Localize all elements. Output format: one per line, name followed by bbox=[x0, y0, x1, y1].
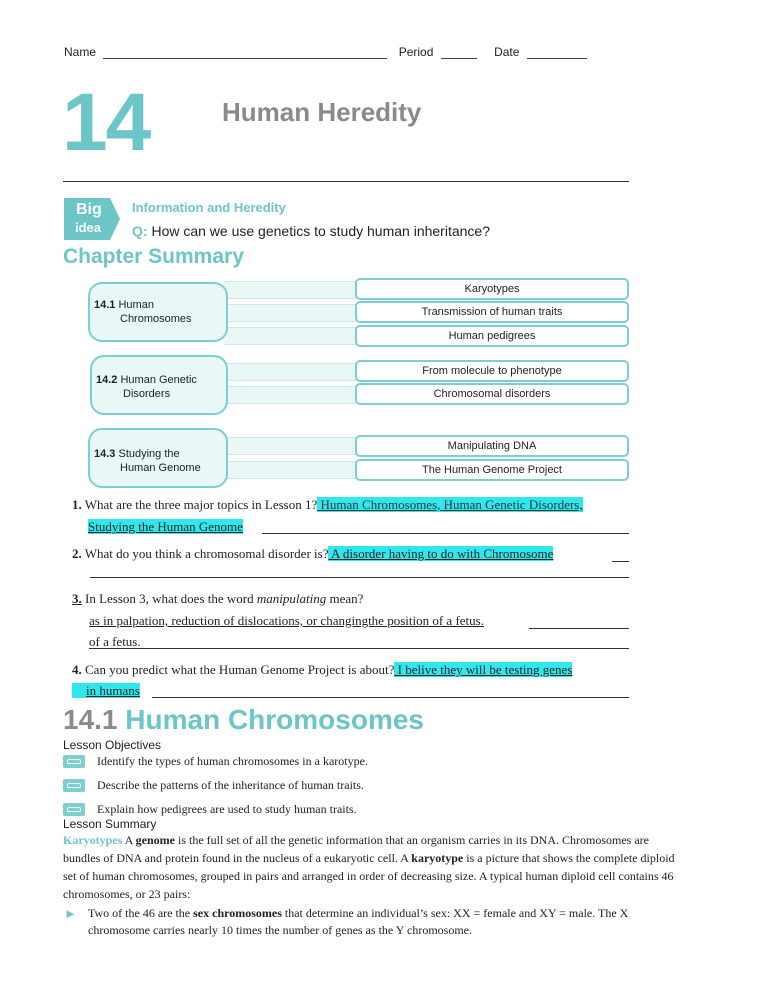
connector-band bbox=[224, 363, 356, 381]
topic-pill: Human pedigrees bbox=[355, 325, 629, 347]
big-idea-title: Information and Heredity bbox=[132, 200, 286, 215]
section-title-line1: Human bbox=[118, 299, 154, 311]
connector-band bbox=[224, 327, 356, 345]
para-text: is the full set of all the genetic information that an organism carries in its DNA. Chromosomes are bundles of DNA and protein found in the nucleus of a eukaryotic cell. A bbox=[63, 833, 649, 865]
key-icon bbox=[63, 779, 85, 792]
chapter-number: 14 bbox=[62, 77, 150, 168]
topic-pill: The Human Genome Project bbox=[355, 459, 629, 481]
question-2 bbox=[72, 546, 553, 562]
bullet-text: Two of the 46 are the bbox=[88, 906, 194, 920]
objective-item: Describe the patterns of the inheritance of human traits. bbox=[97, 778, 364, 792]
question-number: 4. bbox=[72, 662, 82, 677]
key-icon bbox=[63, 755, 85, 768]
lesson-title: Human Chromosomes bbox=[125, 704, 424, 735]
question-4 bbox=[72, 662, 572, 678]
answer-rule bbox=[89, 648, 629, 649]
sex-chromosomes-term: sex chromosomes bbox=[193, 906, 282, 920]
lesson-number: 14.1 bbox=[63, 704, 118, 735]
summary-heading: Lesson Summary bbox=[63, 817, 157, 831]
question-text: What do you think a chromosomal disorder is? bbox=[84, 546, 329, 561]
question-number: 1. bbox=[72, 497, 82, 512]
badge-line2: idea bbox=[75, 220, 102, 235]
question-text: How can we use genetics to study human inheritance? bbox=[151, 223, 490, 239]
section-title-line2: Chromosomes bbox=[120, 313, 192, 325]
section-title-line2: Disorders bbox=[123, 388, 171, 400]
question-text-end: mean? bbox=[326, 591, 364, 606]
answer-line-4b bbox=[72, 683, 140, 699]
section-title-line1: Human Genetic bbox=[120, 374, 197, 386]
answer-rule bbox=[262, 533, 629, 534]
connector-band bbox=[224, 386, 356, 404]
chapter-summary-heading: Chapter Summary bbox=[63, 245, 244, 268]
answer-rule bbox=[612, 561, 629, 562]
connector-band bbox=[224, 281, 356, 299]
question-italic-word: manipulating bbox=[256, 591, 327, 606]
key-icon bbox=[63, 803, 85, 816]
title-rule bbox=[63, 181, 629, 182]
answer-text[interactable]: of a fetus. bbox=[89, 634, 141, 649]
summary-paragraph bbox=[63, 831, 689, 903]
topic-pill: Chromosomal disorders bbox=[355, 383, 629, 405]
answer-text[interactable]: as in palpation, reduction of dislocations, or changingthe position of a fetus. bbox=[89, 613, 484, 628]
topic-pill: Manipulating DNA bbox=[355, 435, 629, 457]
topic-pill: Karyotypes bbox=[355, 278, 629, 300]
section-number: 14.3 bbox=[94, 448, 116, 460]
objective-item: Explain how pedigrees are used to study human traits. bbox=[97, 802, 357, 816]
period-label: Period bbox=[398, 45, 434, 59]
karyotype-term: karyotype bbox=[411, 851, 464, 865]
topic-pill: Transmission of human traits bbox=[355, 301, 629, 323]
section-box-14-2 bbox=[90, 355, 228, 415]
answer-text[interactable]: A disorder having to do with Chromosome bbox=[328, 546, 554, 561]
genome-term: genome bbox=[135, 833, 175, 847]
question-number: 3. bbox=[72, 591, 82, 606]
answer-rule bbox=[152, 697, 629, 698]
answer-text[interactable]: in humans bbox=[72, 683, 140, 698]
question-3 bbox=[72, 591, 363, 607]
big-idea-question bbox=[132, 223, 490, 239]
section-box-14-1 bbox=[88, 282, 228, 342]
header-row bbox=[64, 44, 684, 59]
answer-text[interactable]: Studying the Human Genome bbox=[88, 519, 243, 534]
bullet-text: that determine an individual’s sex: XX = female and XY = male. The X chromosome carries nearly 10 times the number of genes as the Y chromosome. bbox=[88, 906, 629, 937]
para-text: A bbox=[122, 833, 136, 847]
name-field[interactable] bbox=[103, 44, 387, 59]
badge-line1: Big bbox=[76, 201, 102, 218]
question-text: What are the three major topics in Lesson 1? bbox=[84, 497, 318, 512]
question-text: Can you predict what the Human Genome Project is about? bbox=[85, 662, 395, 677]
connector-band bbox=[224, 461, 356, 479]
date-label: Date bbox=[494, 45, 520, 59]
question-number: 2. bbox=[72, 546, 82, 561]
section-number: 14.1 bbox=[94, 299, 116, 311]
question-text: In Lesson 3, what does the word bbox=[81, 591, 257, 606]
objective-item: Identify the types of human chromosomes in a karotype. bbox=[97, 754, 368, 768]
section-title-line1: Studying the bbox=[118, 448, 180, 460]
chapter-title: Human Heredity bbox=[222, 97, 422, 127]
period-field[interactable] bbox=[441, 44, 477, 59]
big-idea-badge bbox=[64, 198, 120, 240]
answer-rule bbox=[90, 577, 629, 578]
date-field[interactable] bbox=[527, 44, 587, 59]
name-label: Name bbox=[64, 45, 97, 59]
section-title-line2: Human Genome bbox=[120, 462, 201, 474]
answer-rule bbox=[529, 628, 629, 629]
bullet-paragraph bbox=[88, 905, 678, 939]
bullet-arrow-icon: ► bbox=[64, 906, 77, 921]
para-text: is a picture that shows the complete diploid set of human chromosomes, grouped in pairs and arranged in order of decreasing size. A typical human diploid cell contains 46 chromosomes, or 23 pairs: bbox=[63, 851, 675, 901]
topic-pill: From molecule to phenotype bbox=[355, 360, 629, 382]
answer-text[interactable]: I belive they will be testing genes bbox=[394, 662, 573, 677]
lesson-heading bbox=[63, 704, 424, 736]
section-number: 14.2 bbox=[96, 374, 118, 386]
objectives-heading: Lesson Objectives bbox=[63, 738, 162, 752]
connector-band bbox=[224, 304, 356, 322]
q-label: Q: bbox=[132, 223, 148, 239]
answer-line-1b bbox=[88, 519, 243, 535]
question-1 bbox=[72, 497, 583, 513]
answer-text[interactable]: Human Chromosomes, Human Genetic Disorders, bbox=[317, 497, 583, 512]
answer-line-3a bbox=[89, 613, 484, 629]
section-box-14-3 bbox=[88, 428, 228, 488]
karyotypes-term: Karyotypes bbox=[63, 833, 123, 847]
connector-band bbox=[224, 437, 356, 455]
